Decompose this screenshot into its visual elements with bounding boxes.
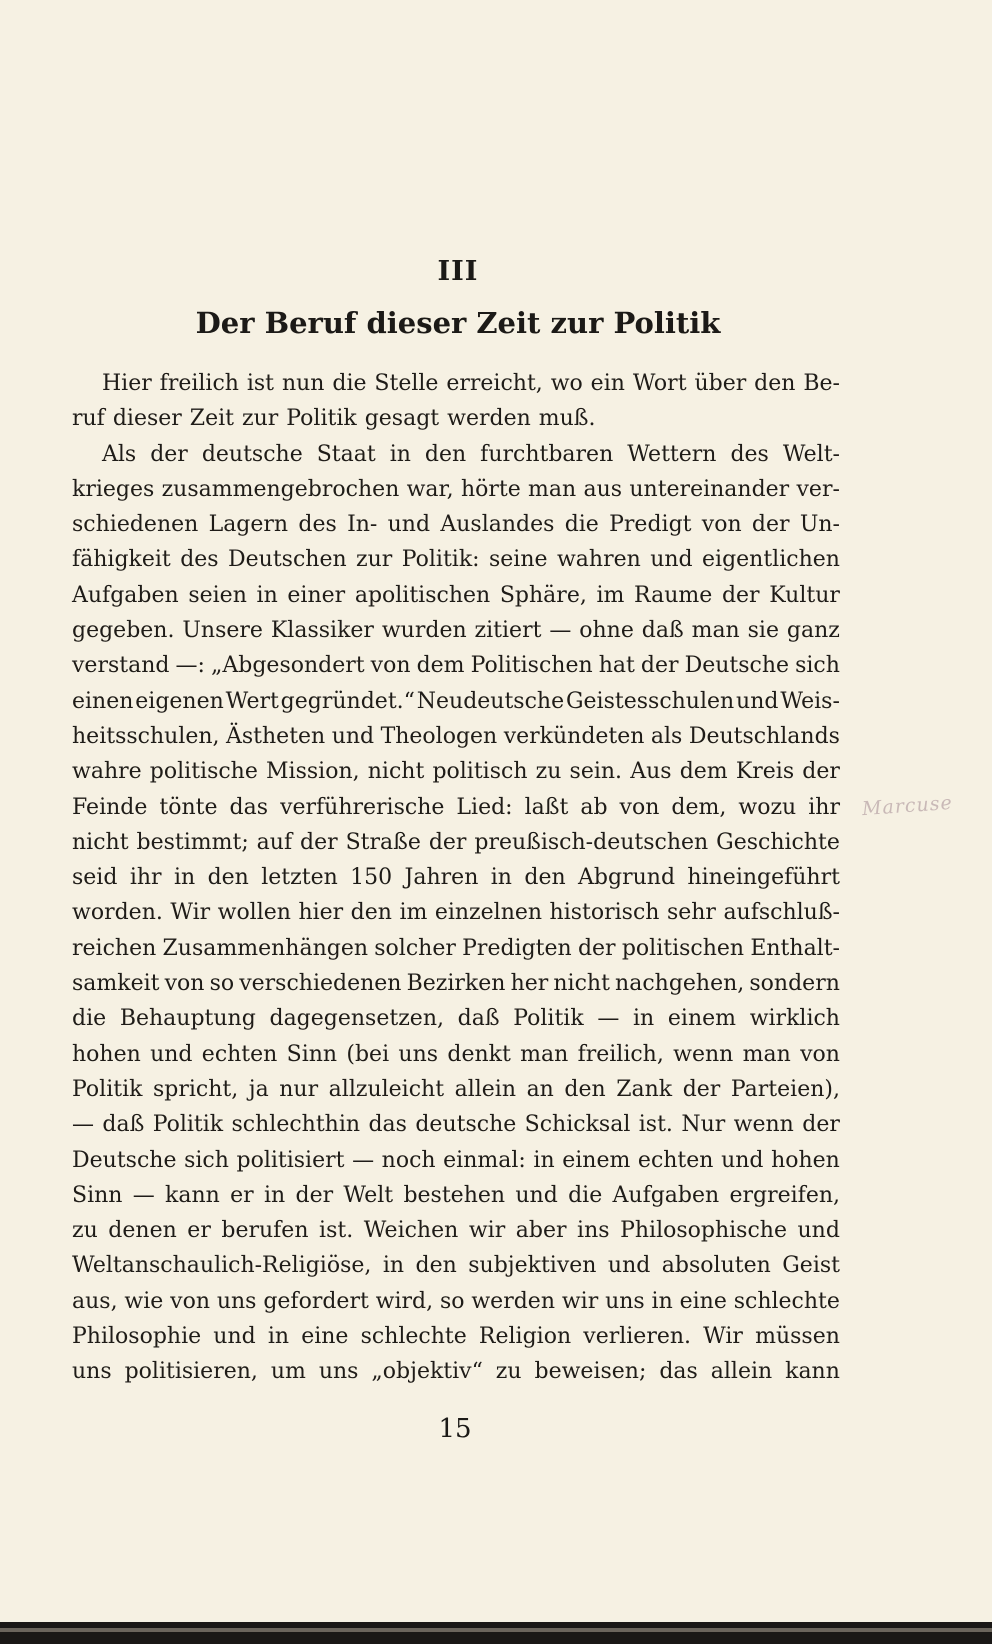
- text-line: uns politisieren, um uns „objektiv“ zu beweisen; das allein kann: [72, 1359, 840, 1385]
- scan-edge-strip: [0, 1628, 992, 1632]
- text-line: ruf dieser Zeit zur Politik gesagt werden muß.: [72, 406, 596, 432]
- text-line: Als der deutsche Staat in den furchtbaren Wettern des Welt-: [102, 441, 840, 467]
- body-text: [72, 366, 840, 1390]
- text-line: Politik spricht, ja nur allzuleicht allein an den Zank der Parteien),: [72, 1076, 840, 1102]
- text-line: Deutsche sich politisiert — noch einmal: in einem echten und hohen: [72, 1147, 840, 1173]
- text-line: wahre politische Mission, nicht politisch zu sein. Aus dem Kreis der: [72, 759, 840, 785]
- text-line: gegeben. Unsere Klassiker wurden zitiert — ohne daß man sie ganz: [72, 618, 840, 644]
- chapter-title: Der Beruf dieser Zeit zur Politik: [195, 306, 721, 340]
- text-line: nicht bestimmt; auf der Straße der preußisch-deutschen Geschichte: [72, 829, 840, 855]
- text-line: Sinn — kann er in der Welt bestehen und die Aufgaben ergreifen,: [72, 1182, 840, 1208]
- text-line: zu denen er berufen ist. Weichen wir aber ins Philosophische und: [72, 1218, 840, 1244]
- text-line: Aufgaben seien in einer apolitischen Sphäre, im Raume der Kultur: [72, 582, 840, 608]
- text-line: die Behauptung dagegensetzen, daß Politik — in einem wirklich: [72, 1006, 840, 1032]
- text-line: heitsschulen, Ästheten und Theologen verkündeten als Deutschlands: [72, 723, 840, 749]
- text-line: Feinde tönte das verführerische Lied: laßt ab von dem, wozu ihr: [72, 794, 840, 820]
- text-line: Weltanschaulich-Religiöse, in den subjektiven und absoluten Geist: [72, 1253, 840, 1279]
- text-line: verstand —: „Abgesondert von dem Politischen hat der Deutsche sich: [72, 653, 840, 679]
- text-line: fähigkeit des Deutschen zur Politik: seine wahren und eigentlichen: [72, 547, 840, 573]
- text-line: Hier freilich ist nun die Stelle erreicht, wo ein Wort über den Be-: [102, 371, 840, 396]
- text-line: krieges zusammengebrochen war, hörte man aus untereinander ver-: [72, 476, 840, 502]
- text-line: schiedenen Lagern des In- und Auslandes die Predigt von der Un-: [72, 512, 840, 538]
- text-line: samkeit von so verschiedenen Bezirken her nicht nachgehen, sondern: [72, 971, 840, 997]
- text-line: hohen und echten Sinn (bei uns denkt man freilich, wenn man von: [72, 1041, 840, 1067]
- chapter-number: III: [437, 256, 479, 287]
- scan-bottom-edge: [0, 1622, 992, 1644]
- text-line: worden. Wir wollen hier den im einzelnen historisch sehr aufschluß-: [72, 900, 840, 926]
- text-line: Philosophie und in eine schlechte Religion verlieren. Wir müssen: [72, 1324, 840, 1350]
- margin-annotation: Marcuse: [861, 791, 954, 821]
- text-line: — daß Politik schlechthin das deutsche Schicksal ist. Nur wenn der: [72, 1112, 840, 1138]
- page-number: 15: [438, 1414, 472, 1444]
- text-line: seid ihr in den letzten 150 Jahren in den Abgrund hineingeführt: [72, 865, 840, 891]
- text-line: aus, wie von uns gefordert wird, so werden wir uns in eine schlechte: [72, 1288, 840, 1314]
- text-line: einen eigenen Wert gegründet.“ Neudeutsche Geistesschulen und Weis-: [72, 688, 840, 714]
- text-line: reichen Zusammenhängen solcher Predigten der politischen Enthalt-: [72, 935, 840, 961]
